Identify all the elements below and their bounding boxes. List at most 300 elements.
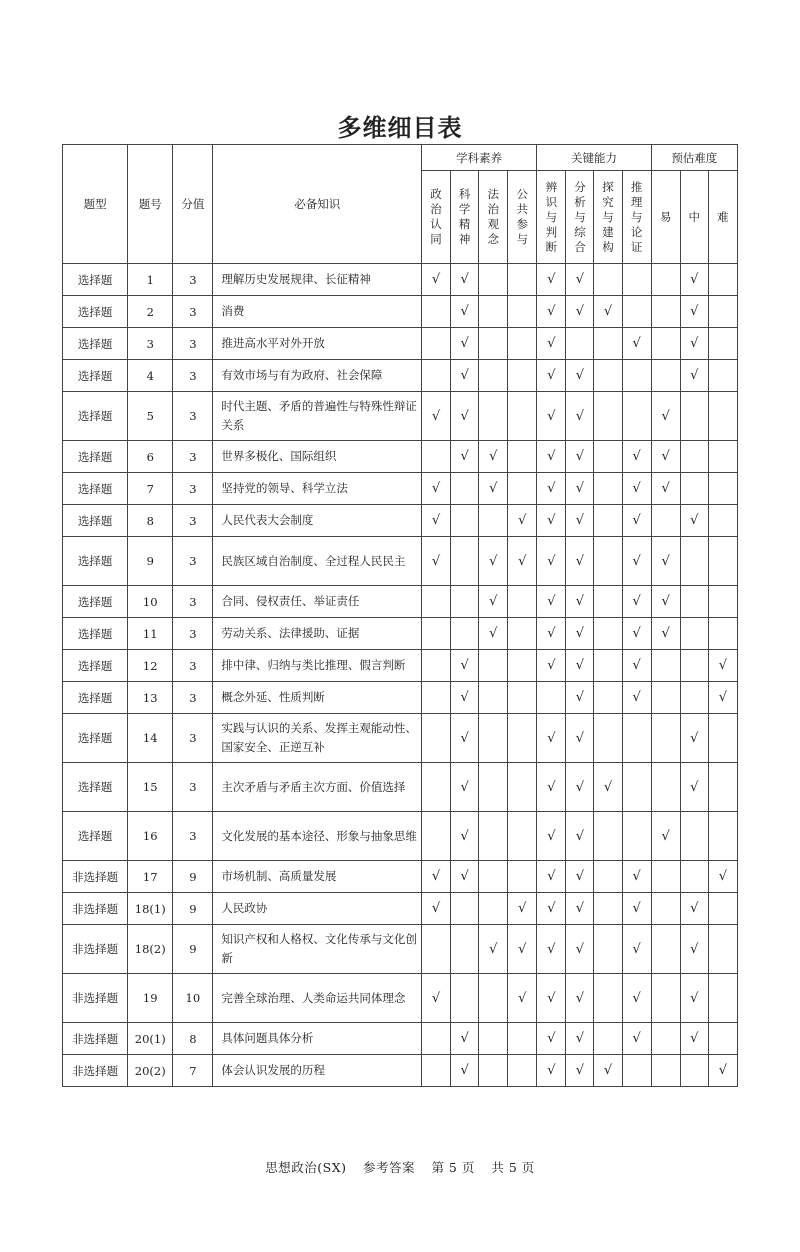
empty-cell <box>422 682 451 714</box>
header-literacy-0: 政治认同 <box>422 171 451 264</box>
empty-cell <box>594 537 622 586</box>
row-knowledge: 时代主题、矛盾的普遍性与特殊性辩证关系 <box>213 392 422 441</box>
empty-cell <box>422 714 451 763</box>
check-mark: √ <box>566 264 594 296</box>
check-mark: √ <box>622 505 651 537</box>
footer-page: 第 5 页 <box>431 1160 475 1175</box>
empty-cell <box>508 618 537 650</box>
empty-cell <box>508 714 537 763</box>
empty-cell <box>479 682 508 714</box>
empty-cell <box>566 328 594 360</box>
empty-cell <box>708 974 737 1023</box>
row-knowledge: 合同、侵权责任、举证责任 <box>213 586 422 618</box>
check-mark: √ <box>680 328 708 360</box>
check-mark: √ <box>680 264 708 296</box>
empty-cell <box>594 473 622 505</box>
row-score: 9 <box>173 925 213 974</box>
empty-cell <box>451 893 479 925</box>
row-score: 3 <box>173 473 213 505</box>
check-mark: √ <box>651 441 680 473</box>
empty-cell <box>594 974 622 1023</box>
row-number: 4 <box>128 360 173 392</box>
empty-cell <box>422 812 451 861</box>
empty-cell <box>451 586 479 618</box>
row-score: 3 <box>173 264 213 296</box>
row-score: 3 <box>173 537 213 586</box>
footer-subject: 思想政治(SX) <box>265 1160 347 1175</box>
empty-cell <box>451 925 479 974</box>
header-difficulty-0: 易 <box>651 171 680 264</box>
empty-cell <box>708 586 737 618</box>
check-mark: √ <box>422 505 451 537</box>
check-mark: √ <box>537 893 566 925</box>
check-mark: √ <box>680 1023 708 1055</box>
empty-cell <box>708 812 737 861</box>
empty-cell <box>594 264 622 296</box>
empty-cell <box>622 360 651 392</box>
check-mark: √ <box>508 893 537 925</box>
empty-cell <box>422 586 451 618</box>
footer-total: 共 5 页 <box>491 1160 535 1175</box>
check-mark: √ <box>422 264 451 296</box>
empty-cell <box>680 392 708 441</box>
empty-cell <box>594 505 622 537</box>
empty-cell <box>422 650 451 682</box>
row-number: 19 <box>128 974 173 1023</box>
table-row <box>63 682 738 714</box>
empty-cell <box>422 328 451 360</box>
row-number: 5 <box>128 392 173 441</box>
empty-cell <box>451 505 479 537</box>
row-number: 18(2) <box>128 925 173 974</box>
check-mark: √ <box>537 296 566 328</box>
table-row <box>63 618 738 650</box>
empty-cell <box>508 264 537 296</box>
check-mark: √ <box>451 296 479 328</box>
check-mark: √ <box>566 714 594 763</box>
empty-cell <box>680 537 708 586</box>
empty-cell <box>622 264 651 296</box>
empty-cell <box>508 1055 537 1087</box>
table-row <box>63 714 738 763</box>
check-mark: √ <box>566 441 594 473</box>
table-row <box>63 893 738 925</box>
empty-cell <box>479 328 508 360</box>
row-knowledge: 具体问题具体分析 <box>213 1023 422 1055</box>
row-score: 3 <box>173 763 213 812</box>
check-mark: √ <box>622 1023 651 1055</box>
check-mark: √ <box>566 618 594 650</box>
row-number: 6 <box>128 441 173 473</box>
row-type: 选择题 <box>63 505 128 537</box>
empty-cell <box>651 714 680 763</box>
check-mark: √ <box>451 1023 479 1055</box>
empty-cell <box>479 812 508 861</box>
row-type: 非选择题 <box>63 1055 128 1087</box>
check-mark: √ <box>451 650 479 682</box>
empty-cell <box>479 861 508 893</box>
row-score: 3 <box>173 650 213 682</box>
table-row <box>63 650 738 682</box>
check-mark: √ <box>451 328 479 360</box>
check-mark: √ <box>708 1055 737 1087</box>
table-row <box>63 505 738 537</box>
row-score: 3 <box>173 328 213 360</box>
empty-cell <box>422 763 451 812</box>
empty-cell <box>680 618 708 650</box>
row-number: 9 <box>128 537 173 586</box>
empty-cell <box>479 650 508 682</box>
check-mark: √ <box>680 360 708 392</box>
check-mark: √ <box>537 714 566 763</box>
empty-cell <box>422 1055 451 1087</box>
row-score: 3 <box>173 441 213 473</box>
check-mark: √ <box>566 1023 594 1055</box>
check-mark: √ <box>708 650 737 682</box>
row-number: 1 <box>128 264 173 296</box>
empty-cell <box>651 1055 680 1087</box>
check-mark: √ <box>479 925 508 974</box>
row-knowledge: 民族区域自治制度、全过程人民民主 <box>213 537 422 586</box>
row-number: 10 <box>128 586 173 618</box>
empty-cell <box>594 586 622 618</box>
row-number: 15 <box>128 763 173 812</box>
row-type: 选择题 <box>63 812 128 861</box>
row-type: 选择题 <box>63 328 128 360</box>
row-knowledge: 市场机制、高质量发展 <box>213 861 422 893</box>
row-score: 3 <box>173 505 213 537</box>
empty-cell <box>622 1055 651 1087</box>
row-knowledge: 人民政协 <box>213 893 422 925</box>
header-ability-0: 辨识与判断 <box>537 171 566 264</box>
check-mark: √ <box>622 974 651 1023</box>
empty-cell <box>508 682 537 714</box>
row-score: 3 <box>173 360 213 392</box>
empty-cell <box>479 974 508 1023</box>
check-mark: √ <box>566 974 594 1023</box>
table-row <box>63 360 738 392</box>
check-mark: √ <box>537 537 566 586</box>
empty-cell <box>594 650 622 682</box>
row-type: 非选择题 <box>63 1023 128 1055</box>
check-mark: √ <box>422 974 451 1023</box>
check-mark: √ <box>479 586 508 618</box>
table-row <box>63 1055 738 1087</box>
header-group-literacy: 学科素养 <box>422 145 537 171</box>
check-mark: √ <box>537 264 566 296</box>
empty-cell <box>708 763 737 812</box>
check-mark: √ <box>451 264 479 296</box>
empty-cell <box>622 763 651 812</box>
empty-cell <box>680 586 708 618</box>
row-number: 18(1) <box>128 893 173 925</box>
row-type: 选择题 <box>63 618 128 650</box>
empty-cell <box>622 296 651 328</box>
check-mark: √ <box>537 1055 566 1087</box>
empty-cell <box>680 812 708 861</box>
row-knowledge: 文化发展的基本途径、形象与抽象思维 <box>213 812 422 861</box>
empty-cell <box>651 360 680 392</box>
row-score: 3 <box>173 682 213 714</box>
check-mark: √ <box>622 925 651 974</box>
row-number: 20(2) <box>128 1055 173 1087</box>
check-mark: √ <box>566 586 594 618</box>
check-mark: √ <box>537 618 566 650</box>
check-mark: √ <box>680 714 708 763</box>
check-mark: √ <box>566 925 594 974</box>
empty-cell <box>508 812 537 861</box>
empty-cell <box>594 618 622 650</box>
table-row <box>63 537 738 586</box>
row-type: 选择题 <box>63 473 128 505</box>
check-mark: √ <box>651 392 680 441</box>
table-row <box>63 763 738 812</box>
check-mark: √ <box>537 328 566 360</box>
check-mark: √ <box>451 763 479 812</box>
empty-cell <box>508 360 537 392</box>
check-mark: √ <box>622 893 651 925</box>
empty-cell <box>651 328 680 360</box>
check-mark: √ <box>651 586 680 618</box>
empty-cell <box>479 893 508 925</box>
empty-cell <box>708 925 737 974</box>
row-number: 14 <box>128 714 173 763</box>
row-knowledge: 世界多极化、国际组织 <box>213 441 422 473</box>
empty-cell <box>594 682 622 714</box>
empty-cell <box>479 264 508 296</box>
row-type: 非选择题 <box>63 861 128 893</box>
check-mark: √ <box>566 392 594 441</box>
row-score: 9 <box>173 893 213 925</box>
empty-cell <box>680 682 708 714</box>
check-mark: √ <box>537 1023 566 1055</box>
row-knowledge: 知识产权和人格权、文化传承与文化创新 <box>213 925 422 974</box>
row-knowledge: 劳动关系、法律援助、证据 <box>213 618 422 650</box>
check-mark: √ <box>422 893 451 925</box>
check-mark: √ <box>651 812 680 861</box>
check-mark: √ <box>508 925 537 974</box>
check-mark: √ <box>680 763 708 812</box>
check-mark: √ <box>566 812 594 861</box>
empty-cell <box>422 441 451 473</box>
row-knowledge: 有效市场与有为政府、社会保障 <box>213 360 422 392</box>
row-number: 3 <box>128 328 173 360</box>
row-knowledge: 实践与认识的关系、发挥主观能动性、国家安全、正逆互补 <box>213 714 422 763</box>
empty-cell <box>451 974 479 1023</box>
empty-cell <box>680 441 708 473</box>
check-mark: √ <box>537 763 566 812</box>
check-mark: √ <box>451 360 479 392</box>
check-mark: √ <box>680 505 708 537</box>
check-mark: √ <box>537 441 566 473</box>
row-number: 17 <box>128 861 173 893</box>
row-number: 7 <box>128 473 173 505</box>
row-knowledge: 排中律、归纳与类比推理、假言判断 <box>213 650 422 682</box>
empty-cell <box>594 441 622 473</box>
row-number: 12 <box>128 650 173 682</box>
empty-cell <box>708 473 737 505</box>
row-type: 选择题 <box>63 392 128 441</box>
row-knowledge: 完善全球治理、人类命运共同体理念 <box>213 974 422 1023</box>
empty-cell <box>651 1023 680 1055</box>
header-difficulty-2: 难 <box>708 171 737 264</box>
detail-table <box>62 144 738 1087</box>
check-mark: √ <box>566 1055 594 1087</box>
check-mark: √ <box>622 861 651 893</box>
check-mark: √ <box>651 537 680 586</box>
empty-cell <box>508 473 537 505</box>
row-score: 3 <box>173 714 213 763</box>
row-type: 选择题 <box>63 682 128 714</box>
empty-cell <box>479 1023 508 1055</box>
check-mark: √ <box>479 537 508 586</box>
empty-cell <box>594 714 622 763</box>
empty-cell <box>594 360 622 392</box>
empty-cell <box>651 505 680 537</box>
empty-cell <box>680 1055 708 1087</box>
row-knowledge: 概念外延、性质判断 <box>213 682 422 714</box>
empty-cell <box>422 925 451 974</box>
row-knowledge: 人民代表大会制度 <box>213 505 422 537</box>
check-mark: √ <box>537 650 566 682</box>
row-score: 9 <box>173 861 213 893</box>
check-mark: √ <box>451 441 479 473</box>
row-type: 选择题 <box>63 586 128 618</box>
empty-cell <box>708 618 737 650</box>
empty-cell <box>537 682 566 714</box>
empty-cell <box>680 473 708 505</box>
check-mark: √ <box>508 974 537 1023</box>
check-mark: √ <box>680 974 708 1023</box>
row-score: 10 <box>173 974 213 1023</box>
check-mark: √ <box>708 861 737 893</box>
empty-cell <box>594 1023 622 1055</box>
page-title: 多维细目表 <box>337 114 463 142</box>
table-row <box>63 264 738 296</box>
check-mark: √ <box>566 537 594 586</box>
empty-cell <box>680 861 708 893</box>
page-footer <box>0 1158 800 1176</box>
row-score: 3 <box>173 392 213 441</box>
check-mark: √ <box>680 893 708 925</box>
check-mark: √ <box>594 296 622 328</box>
check-mark: √ <box>566 861 594 893</box>
header-literacy-3: 公共参与 <box>508 171 537 264</box>
check-mark: √ <box>537 505 566 537</box>
empty-cell <box>451 473 479 505</box>
check-mark: √ <box>422 473 451 505</box>
table-row <box>63 441 738 473</box>
check-mark: √ <box>622 441 651 473</box>
header-ability-1: 分析与综合 <box>566 171 594 264</box>
table-body <box>63 264 738 1087</box>
empty-cell <box>508 586 537 618</box>
check-mark: √ <box>451 812 479 861</box>
check-mark: √ <box>622 328 651 360</box>
check-mark: √ <box>451 392 479 441</box>
check-mark: √ <box>622 586 651 618</box>
empty-cell <box>422 618 451 650</box>
header-group-difficulty: 预估难度 <box>651 145 737 171</box>
check-mark: √ <box>594 1055 622 1087</box>
check-mark: √ <box>708 682 737 714</box>
row-type: 选择题 <box>63 360 128 392</box>
row-knowledge: 体会认识发展的历程 <box>213 1055 422 1087</box>
check-mark: √ <box>566 650 594 682</box>
empty-cell <box>651 296 680 328</box>
header-literacy-2: 法治观念 <box>479 171 508 264</box>
empty-cell <box>479 763 508 812</box>
row-score: 3 <box>173 812 213 861</box>
empty-cell <box>594 392 622 441</box>
check-mark: √ <box>622 537 651 586</box>
empty-cell <box>651 650 680 682</box>
table-row <box>63 974 738 1023</box>
empty-cell <box>651 974 680 1023</box>
row-score: 8 <box>173 1023 213 1055</box>
empty-cell <box>622 392 651 441</box>
empty-cell <box>651 682 680 714</box>
check-mark: √ <box>537 473 566 505</box>
empty-cell <box>422 296 451 328</box>
check-mark: √ <box>680 296 708 328</box>
row-score: 7 <box>173 1055 213 1087</box>
empty-cell <box>622 812 651 861</box>
empty-cell <box>508 650 537 682</box>
check-mark: √ <box>537 586 566 618</box>
empty-cell <box>708 1023 737 1055</box>
empty-cell <box>479 360 508 392</box>
row-type: 选择题 <box>63 650 128 682</box>
empty-cell <box>422 360 451 392</box>
empty-cell <box>651 763 680 812</box>
header-ability-2: 探究与建构 <box>594 171 622 264</box>
check-mark: √ <box>622 650 651 682</box>
check-mark: √ <box>451 682 479 714</box>
row-number: 8 <box>128 505 173 537</box>
check-mark: √ <box>479 473 508 505</box>
header-ability-3: 推理与论证 <box>622 171 651 264</box>
row-number: 16 <box>128 812 173 861</box>
check-mark: √ <box>566 763 594 812</box>
header-type: 题型 <box>63 145 128 264</box>
header-difficulty-1: 中 <box>680 171 708 264</box>
empty-cell <box>451 537 479 586</box>
row-number: 13 <box>128 682 173 714</box>
empty-cell <box>708 714 737 763</box>
empty-cell <box>508 296 537 328</box>
table-row <box>63 296 738 328</box>
check-mark: √ <box>508 505 537 537</box>
empty-cell <box>708 264 737 296</box>
row-score: 3 <box>173 586 213 618</box>
empty-cell <box>708 893 737 925</box>
check-mark: √ <box>537 812 566 861</box>
row-type: 选择题 <box>63 264 128 296</box>
check-mark: √ <box>537 360 566 392</box>
check-mark: √ <box>622 618 651 650</box>
empty-cell <box>680 650 708 682</box>
header-knowledge: 必备知识 <box>213 145 422 264</box>
check-mark: √ <box>622 682 651 714</box>
table-row <box>63 812 738 861</box>
check-mark: √ <box>508 537 537 586</box>
empty-cell <box>479 296 508 328</box>
check-mark: √ <box>651 618 680 650</box>
row-type: 选择题 <box>63 714 128 763</box>
check-mark: √ <box>680 925 708 974</box>
empty-cell <box>594 328 622 360</box>
